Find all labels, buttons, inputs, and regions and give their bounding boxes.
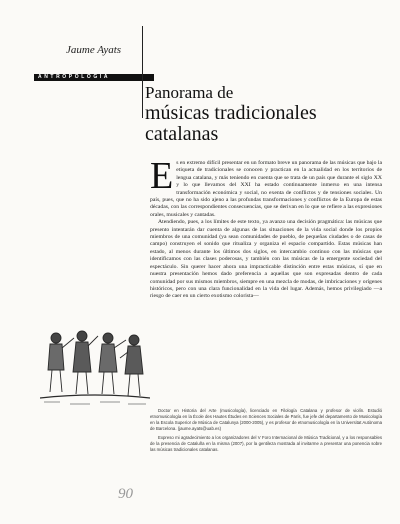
body-paragraph-1-text: s en extremo difícil presentar en un formato breve un panorama de las músicas que bajo la etiqueta de tradicionales se conocen y practican en la actualidad en los territorios de lengua catalana, y más teniendo en cuenta que se trata de un país que durante el siglo XX y lo que llevamos del XXI ha estado continuamente inmerso en una intensa transformación económica y social, no exenta de conflictos y de tensiones sociales. Un país, pues, que no ha sido ajeno a las profundas transformaciones y conflictos de la Europa de estas décadas, con las correspondientes consecuencias, que se derivan en lo que se refiere a las expresiones orales, musicales y cantadas. [150,160,382,218]
body-paragraph-1 [150,155,382,219]
drop-cap: E [150,155,174,197]
footnote-author-bio: Doctor en Historia del Arte (musicología), licenciado en Filología Catalana y profesor de violín. Estudió etnomusicología en la École des Hautes Études en Sciences Sociales de París, fue jefe del departamento de Musicología en la Escola Superior de Música de Catalunya (2000-2005), y es profesor de etnomusicología en la Universitat Autònoma de Barcelona. (jaume.ayats@uab.es) [150,408,382,431]
title-line-1: Panorama de [145,83,234,102]
article-title [145,82,385,145]
section-label: ANTROPOLOGÍA [34,74,154,81]
article-body [150,155,382,301]
vertical-rule [142,26,143,118]
page-number: 90 [118,486,133,502]
body-paragraph-2: Atendiendo, pues, a los límites de este texto, ya avanzo una decisión pragmática: las músicas que presento intentarán dar cuenta de algunas de las situaciones de la vida social donde los propios miembros de una comunidad (ya sean comunidades de pueblo, de pequeñas ciudades o de casas de campo) construyen el sonido que ritualiza y organiza el espacio compartido. Estas músicas han estado, al menos durante los últimos dos siglos, en intercambio continuo con las músicas que identificamos con las clases poderosas, y también con las músicas de la emergente sociedad del espectáculo. Sin querer hacer ahora una impracticable distinción entre estas músicas, sí que en nuestra presentación hemos dado preferencia a aquellas que son expresadas dentro de cada comunidad por sus mismos miembros, siempre en una mezcla de modas, de imbricaciones y orígenes históricos, pero con una clara funcionalidad en la vida del lugar. Además, hemos privilegiado —a riesgo de caer en un cierto exotismo colorista— [150,219,382,300]
author-name: Jaume Ayats [66,44,122,56]
title-line-3: catalanas [145,123,219,145]
footnote-acknowledgment: Expreso mi agradecimiento a los organizadores del V Foro Internacional de Música Tradicional, y a los responsables de la presencia de Cataluña en la misma (2007), por la gentileza mostrada al invitarme a presentar una ponencia sobre las músicas tradicionales catalanas. [150,435,382,452]
musicians-engraving [40,318,150,408]
footnotes [150,408,382,456]
title-line-2: músicas tradicionales [145,102,317,124]
